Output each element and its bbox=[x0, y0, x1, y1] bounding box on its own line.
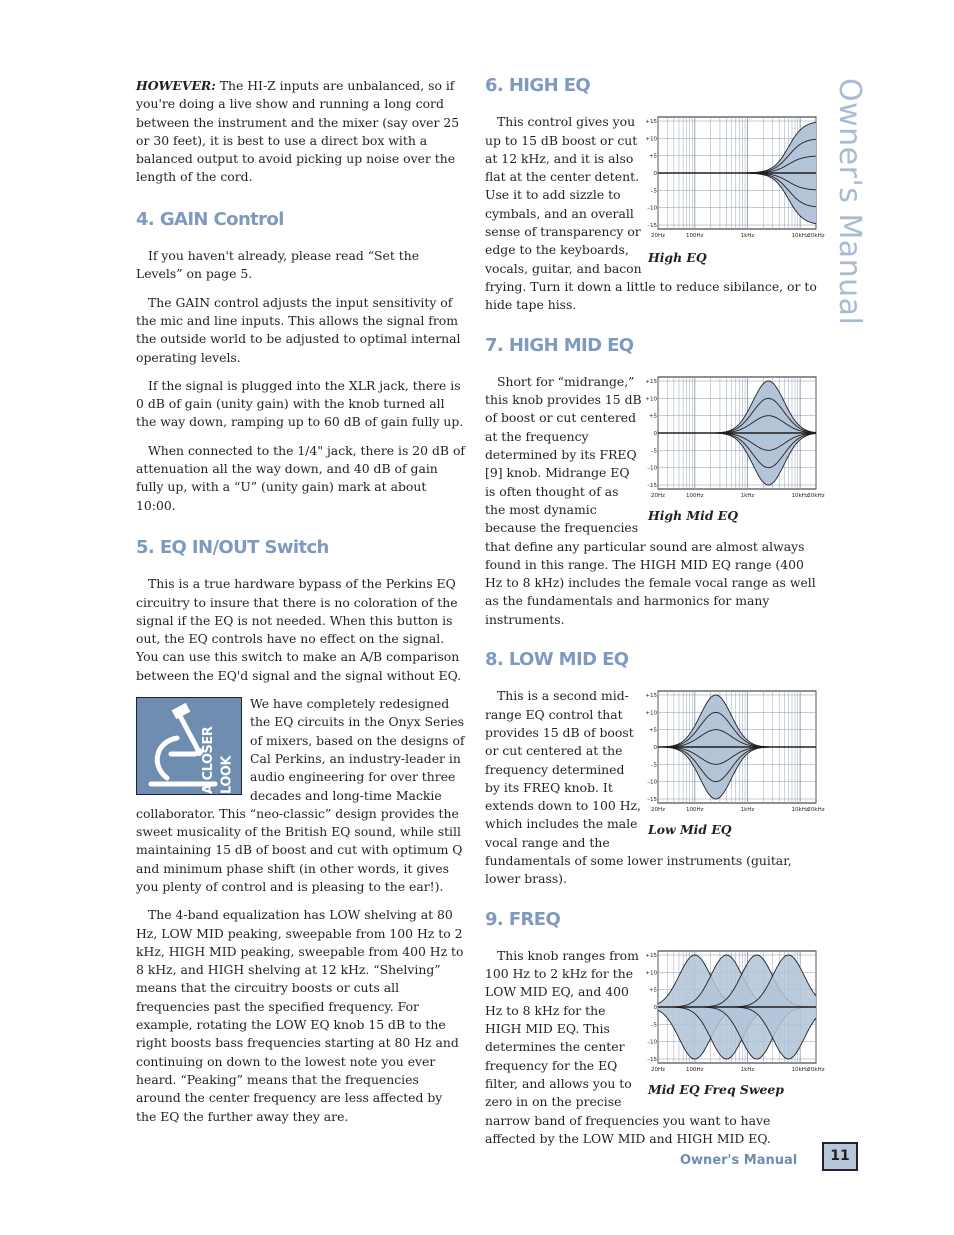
y-tick-label: 0 bbox=[653, 430, 657, 437]
x-tick-label: 1kHz bbox=[740, 1066, 755, 1073]
y-tick-label: –5 bbox=[650, 188, 657, 195]
freq-sweep-caption: Mid EQ Freq Sweep bbox=[648, 1081, 784, 1097]
low-mid-eq-caption: Low Mid EQ bbox=[648, 822, 732, 838]
high-mid-eq-figure bbox=[645, 373, 825, 525]
y-tick-label: +15 bbox=[645, 378, 657, 385]
x-tick-label: 20kHz bbox=[807, 807, 825, 814]
gain-paragraph-2: The GAIN control adjusts the input sensitivity of the mic and line inputs. This allows the signal from the outside world to be adjusted to optimal internal operating levels. bbox=[136, 294, 461, 365]
intro-lead: HOWEVER: bbox=[136, 78, 216, 93]
x-tick-label: 100Hz bbox=[686, 492, 704, 499]
low-mid-eq-figure bbox=[645, 687, 825, 839]
x-tick-label: 100Hz bbox=[686, 807, 704, 814]
x-tick-label: 1kHz bbox=[740, 233, 755, 240]
y-tick-label: 0 bbox=[653, 171, 657, 178]
x-tick-label: 100Hz bbox=[686, 1066, 704, 1073]
x-tick-label: 20Hz bbox=[650, 807, 666, 814]
y-tick-label: +5 bbox=[648, 413, 657, 420]
y-tick-label: +5 bbox=[648, 987, 657, 994]
x-tick-label: 10kHz bbox=[791, 233, 809, 240]
y-tick-label: +10 bbox=[645, 970, 657, 977]
x-tick-label: 10kHz bbox=[791, 492, 809, 499]
y-tick-label: +10 bbox=[645, 710, 657, 717]
y-tick-label: –10 bbox=[647, 779, 657, 786]
y-tick-label: 0 bbox=[653, 745, 657, 752]
x-tick-label: 20kHz bbox=[807, 1066, 825, 1073]
section-heading-eq-switch: 5. EQ IN/OUT Switch bbox=[136, 536, 329, 558]
x-tick-label: 1kHz bbox=[740, 807, 755, 814]
y-tick-label: +10 bbox=[645, 396, 657, 403]
y-tick-label: +15 bbox=[645, 693, 657, 700]
high-mid-eq-paragraph: Short for “midrange,” this knob provides 15 dB of boost or cut centered at the frequency determined by its FREQ [9] knob. Midrange EQ is often thought of as the most dynamic because the frequencies that define any particular sound are almost always found in this range. The HIGH MID EQ range (400 Hz to 8 kHz) includes the female vocal range as well as the fundamentals and harmonics for many instruments. bbox=[485, 373, 816, 627]
y-tick-label: –10 bbox=[647, 1039, 657, 1046]
section-heading-high-eq: 6. HIGH EQ bbox=[485, 75, 591, 96]
y-tick-label: +5 bbox=[648, 153, 657, 160]
intro-text: The HI-Z inputs are unbalanced, so if you're doing a live show and running a long cord between the instrument and the mixer (say over 25 or 30 feet), it is best to use a direct box with a balanced output to avoid picking up noise over the length of the cord. bbox=[136, 78, 460, 185]
section-heading-low-mid-eq: 8. LOW MID EQ bbox=[485, 649, 629, 671]
x-tick-label: 1kHz bbox=[740, 492, 755, 499]
section-heading-gain: 4. GAIN Control bbox=[136, 208, 284, 230]
right-column bbox=[485, 75, 825, 1158]
y-tick-label: –15 bbox=[647, 482, 657, 489]
x-tick-label: 10kHz bbox=[791, 1066, 809, 1073]
gain-paragraph-4: When connected to the 1/4" jack, there is 20 dB of attenuation all the way down, and 40 dB of gain fully up, with a “U” (unity gain) mark at about 10:00. bbox=[136, 442, 465, 513]
y-tick-label: –15 bbox=[647, 797, 657, 804]
left-column bbox=[136, 77, 466, 1136]
y-tick-label: –5 bbox=[650, 448, 657, 455]
closer-look-paragraph-2: The 4-band equalization has LOW shelving at 80 Hz, LOW MID peaking, sweepable from 100 Hz to 2 kHz, HIGH MID peaking, sweepable from 400 Hz to 8 kHz, and HIGH shelving at 12 kHz. “Shelving” means that the circuitry boosts or cuts all frequencies past the specified frequency. For example, rotating the LOW EQ knob 15 dB to the right boosts bass frequencies starting at 80 Hz and continuing on down to the lowest note you ever heard. “Peaking” means that the frequencies around the center frequency are less affected by the EQ the further away they are. bbox=[136, 907, 464, 1124]
high-eq-graph bbox=[645, 113, 825, 249]
y-tick-label: +5 bbox=[648, 727, 657, 734]
x-tick-label: 100Hz bbox=[686, 233, 704, 240]
x-tick-label: 20kHz bbox=[807, 492, 825, 499]
high-mid-eq-graph bbox=[645, 373, 825, 507]
y-tick-label: –15 bbox=[647, 1056, 657, 1063]
gain-paragraph-1: If you haven't already, please read “Set the Levels” on page 5. bbox=[136, 248, 420, 282]
y-tick-label: –5 bbox=[650, 1022, 657, 1029]
eq-switch-paragraph: This is a true hardware bypass of the Perkins EQ circuitry to insure that there is no coloration of the signal if the EQ is not needed. When this button is out, the EQ controls have no effect on the signal. You can use this switch to make an A/B comparison between the EQ'd signal and the signal without EQ. bbox=[136, 576, 462, 683]
low-mid-eq-graph bbox=[645, 687, 825, 821]
x-tick-label: 20Hz bbox=[650, 1066, 666, 1073]
footer-label: Owner's Manual bbox=[680, 1153, 798, 1168]
high-mid-eq-caption: High Mid EQ bbox=[648, 507, 739, 523]
page-number: 11 bbox=[822, 1142, 858, 1171]
closer-look-paragraph-1: We have completely redesigned the EQ circuits in the Onyx Series of mixers, based on the designs of Cal Perkins, an industry-leader in audio engineering for over three decades and long-time Mackie collaborator. This “neo-classic” design provides the sweet musicality of the British EQ sound, while still maintaining 15 dB of boost and cut with optimum Q and minimum phase shift (in other words, it gives you plenty of control and is pleasing to the ear!). bbox=[136, 696, 465, 894]
y-tick-label: +10 bbox=[645, 136, 657, 143]
x-tick-label: 10kHz bbox=[791, 807, 809, 814]
closer-look-label: A CLOSER LOOK bbox=[201, 726, 235, 795]
x-tick-label: 20Hz bbox=[650, 233, 666, 240]
high-eq-caption: High EQ bbox=[648, 250, 707, 266]
y-tick-label: –15 bbox=[647, 223, 657, 230]
y-tick-label: +15 bbox=[645, 952, 657, 959]
y-tick-label: 0 bbox=[653, 1004, 657, 1011]
low-mid-eq-paragraph: This is a second mid-range EQ control that provides 15 dB of boost or cut centered at the frequency determined by its FREQ knob. It extends down to 100 Hz, which includes the male vocal range and the fundamentals of some lower instruments (guitar, lower brass). bbox=[485, 688, 792, 887]
gain-paragraph-3: If the signal is plugged into the XLR jack, there is 0 dB of gain (unity gain) with the knob turned all the way down, ramping up to 60 dB of gain fully up. bbox=[136, 377, 464, 430]
y-tick-label: +15 bbox=[645, 119, 657, 126]
x-tick-label: 20kHz bbox=[807, 233, 825, 240]
y-tick-label: –10 bbox=[647, 205, 657, 212]
section-heading-high-mid-eq: 7. HIGH MID EQ bbox=[485, 334, 634, 356]
freq-sweep-graph bbox=[645, 947, 825, 1081]
intro-paragraph bbox=[136, 77, 466, 187]
y-tick-label: –5 bbox=[650, 762, 657, 769]
x-tick-label: 20Hz bbox=[650, 492, 666, 499]
freq-paragraph: This knob ranges from 100 Hz to 2 kHz for the LOW MID EQ, and 400 Hz to 8 kHz for the HIGH MID EQ. This determines the center frequency for the EQ filter, and allows you to zero in on the precise narrow band of frequencies you want to have affected by the LOW MID and HIGH MID EQ. bbox=[485, 947, 771, 1146]
y-tick-label: –10 bbox=[647, 465, 657, 472]
freq-sweep-figure bbox=[645, 947, 825, 1099]
high-eq-figure bbox=[645, 113, 825, 267]
section-heading-freq: 9. FREQ bbox=[485, 908, 561, 930]
closer-look-badge bbox=[136, 697, 242, 795]
high-eq-paragraph: This control gives you up to 15 dB boost or cut at 12 kHz, and it is also flat at the center detent. Use it to add sizzle to cymbals, and an overall sense of transparency or edge to the keyboards, vocals, guitar, and bacon frying. Turn it down a little to reduce sibilance, or to hide tape hiss. bbox=[485, 114, 817, 313]
sidebar-title: Owner's Manual bbox=[832, 78, 867, 326]
